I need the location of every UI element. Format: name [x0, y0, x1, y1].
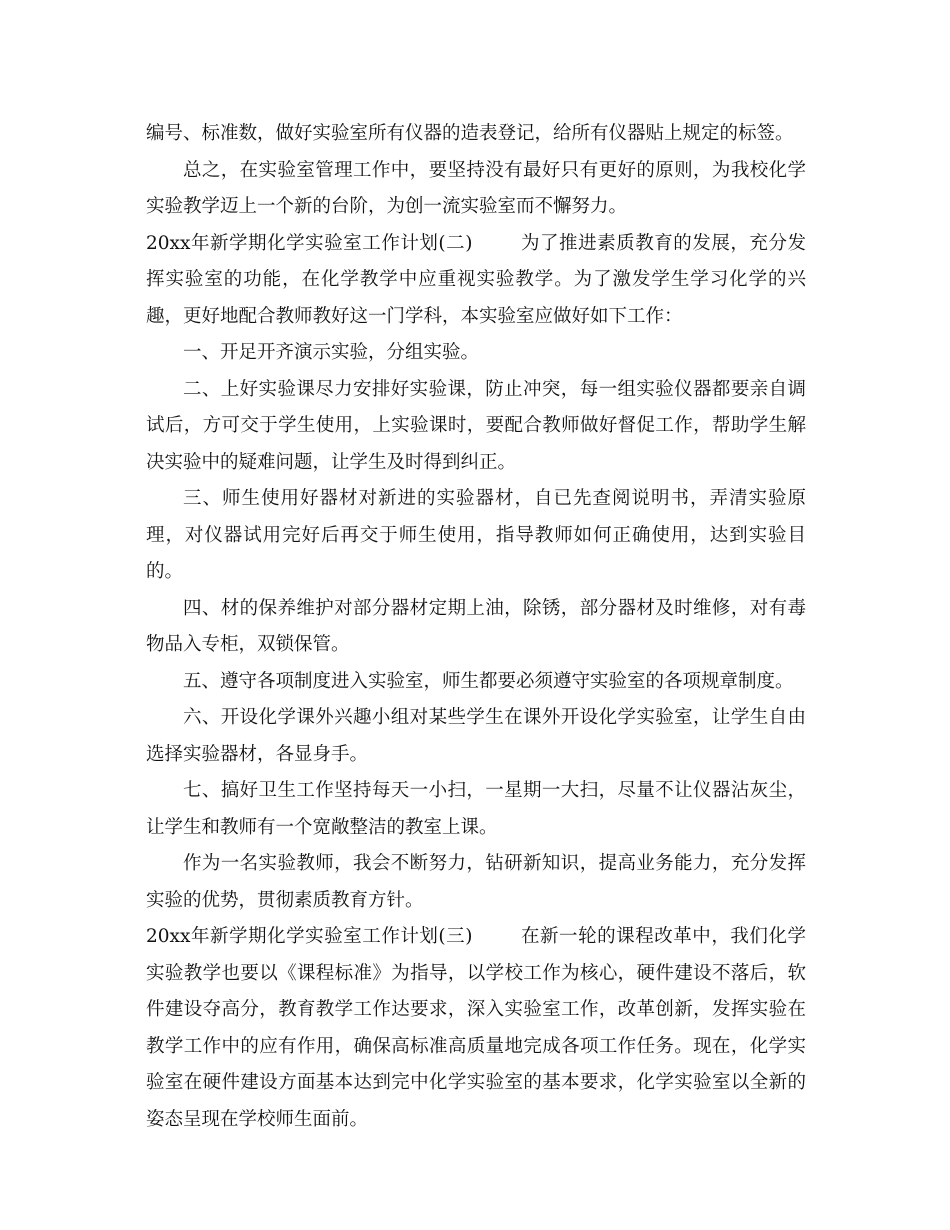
list-item: 二、上好实验课尽力安排好实验课，防止冲突，每一组实验仪器都要亲自调试后，方可交于学生使用，上实验课时，要配合教师做好督促工作，帮助学生解决实验中的疑难问题，让学生及时得到纠正。	[146, 378, 806, 473]
list-item: 四、材的保养维护对部分器材定期上油，除锈，部分器材及时维修，对有毒物品入专柜，双锁保管。	[146, 597, 806, 655]
section-title: 20xx年新学期化学实验室工作计划(二)	[146, 232, 473, 254]
paragraph: 编号、标准数，做好实验室所有仪器的造表登记，给所有仪器贴上规定的标签。	[146, 123, 794, 144]
list-item: 五、遵守各项制度进入实验室，师生都要必须遵守实验室的各项规章制度。	[183, 670, 794, 692]
section-intro-text: 为了推进素质教育的发展，充分发挥实验室的功能，在化学教学中应重视实验教学。为了激发学生学习化学的兴趣，更好地配合教师教好这一门学科，本实验室应做好如下工作：	[146, 232, 806, 327]
section-paragraph-plan-3	[146, 919, 806, 1138]
list-item: 七、搞好卫生工作坚持每天一小扫，一星期一大扫，尽量不让仪器沾灰尘，让学生和教师有一个宽敞整洁的教室上课。	[146, 780, 806, 838]
section-paragraph-plan-2	[146, 226, 806, 336]
section-title: 20xx年新学期化学实验室工作计划(三)	[146, 926, 473, 947]
list-item: 一、开足开齐演示实验，分组实验。	[183, 342, 480, 363]
list-item: 六、开设化学课外兴趣小组对某些学生在课外开设化学实验室，让学生自由选择实验器材，各显身手。	[146, 707, 806, 765]
document-body	[146, 116, 806, 1138]
paragraph: 作为一名实验教师，我会不断努力，钻研新知识，提高业务能力，充分发挥实验的优势，贯彻素质教育方针。	[146, 853, 806, 911]
paragraph: 总之，在实验室管理工作中，要坚持没有最好只有更好的原则，为我校化学实验教学迈上一个新的台阶，为创一流实验室而不懈努力。	[146, 159, 806, 217]
section-intro-text: 在新一轮的课程改革中，我们化学实验教学也要以《课程标准》为指导，以学校工作为核心，硬件建设不落后，软件建设夺高分，教育教学工作达要求，深入实验室工作，改革创新，发挥实验在教学工作中的应有作用，确保高标准高质量地完成各项工作任务。现在，化学实验室在硬件建设方面基本达到完中化学实验室的基本要求，化学实验室以全新的姿态呈现在学校师生面前。	[146, 926, 806, 1130]
list-item: 三、师生使用好器材对新进的实验器材，自已先查阅说明书，弄清实验原理，对仪器试用完好后再交于师生使用，指导教师如何正确使用，达到实验目的。	[146, 488, 806, 582]
